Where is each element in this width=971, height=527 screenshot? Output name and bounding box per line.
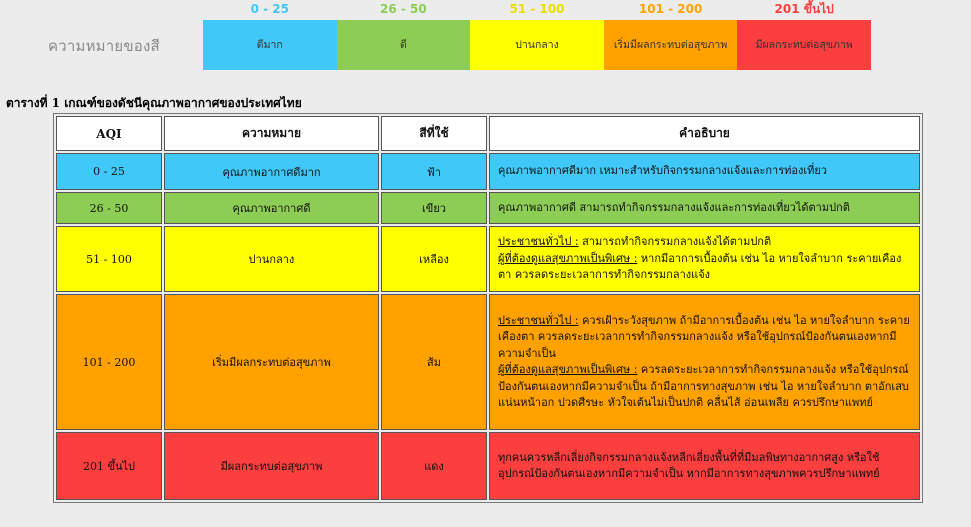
legend-title: ความหมายของสี <box>48 37 160 55</box>
scale-level-starting-impact <box>604 2 738 70</box>
cell-description: คุณภาพอากาศดี สามารถทำกิจกรรมกลางแจ้งและการท่องเที่ยวได้ตามปกติ <box>489 192 920 224</box>
scale-label: เริ่มมีผลกระทบต่อสุขภาพ <box>604 20 738 70</box>
cell-description <box>489 226 920 292</box>
scale-range: 0 - 25 <box>250 2 289 16</box>
scale-label: ดี <box>337 20 471 70</box>
scale-range: 201 ขึ้นไป <box>774 2 834 16</box>
cell-aqi: 26 - 50 <box>56 192 162 224</box>
cell-aqi: 51 - 100 <box>56 226 162 292</box>
general-public-text: ควรเฝ้าระวังสุขภาพ ถ้ามีอาการเบื้องต้น เช่น ไอ หายใจลำบาก ระคายเคืองตา ควรลดระยะเวลาการทำกิจกรรมกลางแจ้ง หรือใช้อุปกรณ์ป้องกันตนเองหากมีความจำเป็น <box>498 313 910 360</box>
aqi-criteria-table <box>53 113 923 503</box>
cell-aqi: 101 - 200 <box>56 294 162 430</box>
scale-label: ดีมาก <box>203 20 337 70</box>
table-caption: ตารางที่ 1 เกณฑ์ของดัชนีคุณภาพอากาศของประเทศไทย <box>6 96 302 110</box>
cell-color: แดง <box>381 432 487 500</box>
table-header-row <box>56 116 920 151</box>
scale-label: มีผลกระทบต่อสุขภาพ <box>737 20 871 70</box>
cell-meaning: คุณภาพอากาศดี <box>164 192 379 224</box>
sensitive-group-label: ผู้ที่ต้องดูแลสุขภาพเป็นพิเศษ : <box>498 251 638 265</box>
cell-description: คุณภาพอากาศดีมาก เหมาะสำหรับกิจกรรมกลางแจ้งและการท่องเที่ยว <box>489 153 920 190</box>
header-description: คำอธิบาย <box>489 116 920 151</box>
scale-range: 26 - 50 <box>380 2 427 16</box>
scale-range: 51 - 100 <box>509 2 565 16</box>
scale-level-health-impact <box>737 2 871 70</box>
cell-meaning: เริ่มมีผลกระทบต่อสุขภาพ <box>164 294 379 430</box>
general-public-text: สามารถทำกิจกรรมกลางแจ้งได้ตามปกติ <box>578 235 772 249</box>
cell-meaning: มีผลกระทบต่อสุขภาพ <box>164 432 379 500</box>
table-row <box>56 153 920 190</box>
cell-color: เขียว <box>381 192 487 224</box>
cell-description <box>489 294 920 430</box>
color-scale <box>203 2 871 70</box>
general-public-label: ประชาชนทั่วไป : <box>498 235 579 249</box>
cell-color: เหลือง <box>381 226 487 292</box>
cell-description: ทุกคนควรหลีกเลี่ยงกิจกรรมกลางแจ้งหลีกเลี่ยงพื้นที่ที่มีมลพิษทางอากาศสูง หรือใช้อุปกรณ์ป้องกันตนเองหากมีความจำเป็น หากมีอาการทางสุขภาพควรปรึกษาแพทย์ <box>489 432 920 500</box>
scale-level-good <box>337 2 471 70</box>
header-meaning: ความหมาย <box>164 116 379 151</box>
cell-aqi: 0 - 25 <box>56 153 162 190</box>
table-row <box>56 226 920 292</box>
header-aqi: AQI <box>56 116 162 151</box>
scale-label: ปานกลาง <box>470 20 604 70</box>
scale-level-moderate <box>470 2 604 70</box>
cell-color: ส้ม <box>381 294 487 430</box>
scale-range: 101 - 200 <box>638 2 703 16</box>
cell-meaning: ปานกลาง <box>164 226 379 292</box>
scale-level-very-good <box>203 2 337 70</box>
sensitive-group-text: ควรลดระยะเวลาการทำกิจกรรมกลางแจ้ง หรือใช้อุปกรณ์ป้องกันตนเองหากมีความจำเป็น ถ้ามีอาการทางสุขภาพ เช่น ไอ หายใจลำบาก ตาอักเสบ แน่นหน้าอก ปวดศีรษะ หัวใจเต้นไม่เป็นปกติ คลื่นไส้ อ่อนเพลีย ควรปรึกษาแพทย์ <box>498 363 909 409</box>
header-color: สีที่ใช้ <box>381 116 487 151</box>
general-public-label: ประชาชนทั่วไป : <box>498 313 579 327</box>
sensitive-group-label: ผู้ที่ต้องดูแลสุขภาพเป็นพิเศษ : <box>498 363 638 376</box>
table-row <box>56 432 920 500</box>
cell-color: ฟ้า <box>381 153 487 190</box>
table-row <box>56 192 920 224</box>
sensitive-group-text: หากมีอาการเบื้องต้น เช่น ไอ หายใจลำบาก ระคายเคืองตา ควรลดระยะเวลาการทำกิจกรรมกลางแจ้ง <box>498 251 902 282</box>
cell-meaning: คุณภาพอากาศดีมาก <box>164 153 379 190</box>
table-row <box>56 294 920 430</box>
cell-aqi: 201 ขึ้นไป <box>56 432 162 500</box>
